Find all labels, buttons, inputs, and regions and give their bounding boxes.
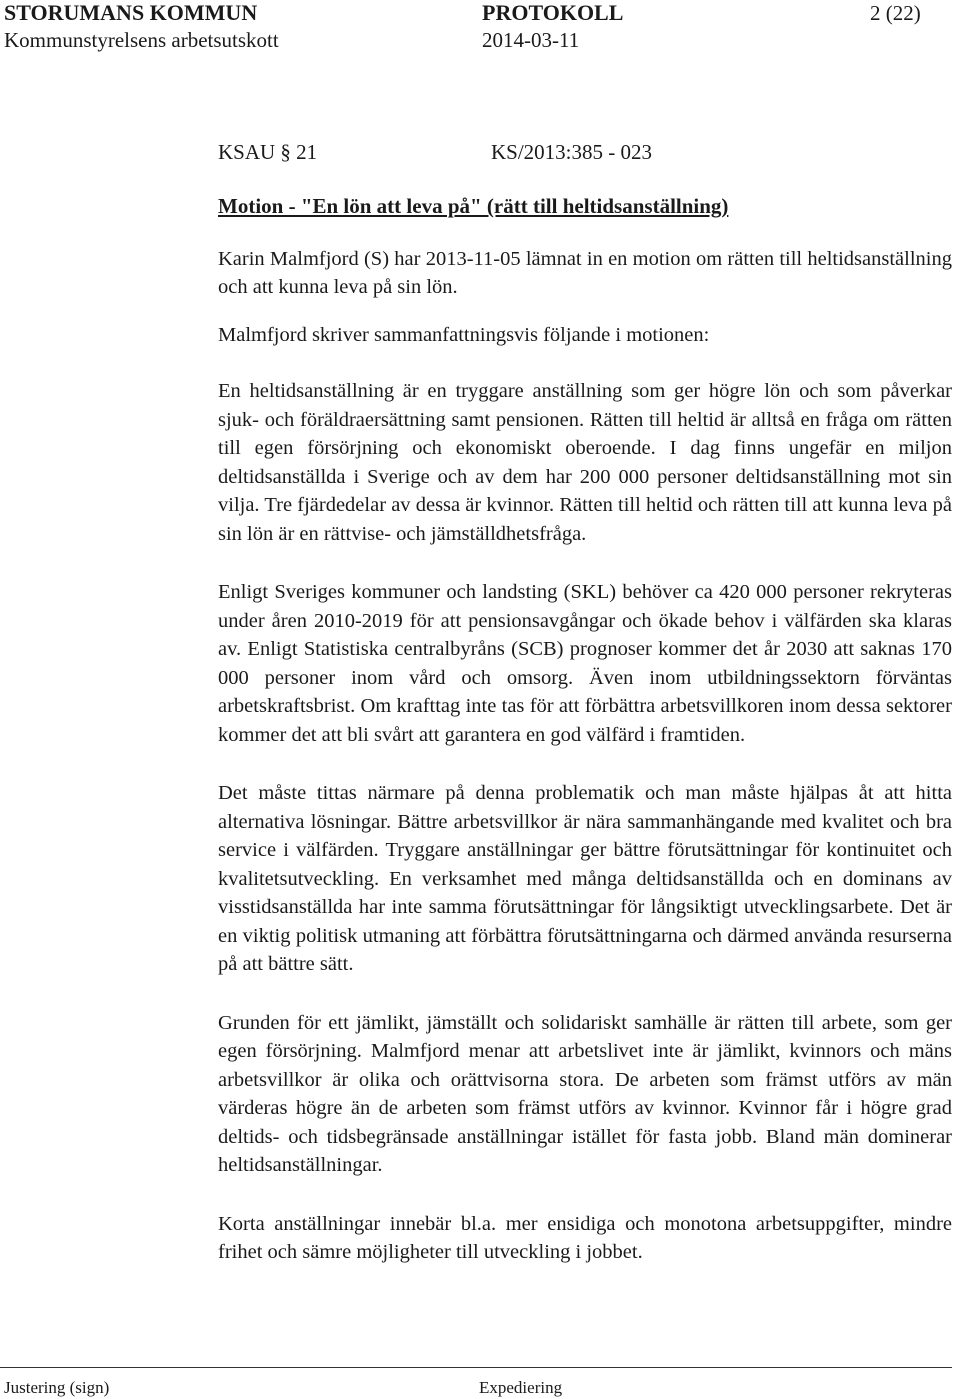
paragraph-heltid: En heltidsanställning är en tryggare anställning som ger högre lön och som påverkar sjuk- och föräldraersättning samt pensionen. Rätten till heltid är alltså en fråga om rätten till egen försörjning och ekonomiskt oberoende. I dag finns ungefär en miljon deltidsanställda i Sverige och av dem har 200 000 personer deltidsanställning mot sin vilja. Tre fjärdedelar av dessa är kvinnor. Rätten till heltid och rätten till att kunna leva på sin lön är en rättvise- och jämställdhetsfråga. bbox=[218, 380, 952, 545]
paragraph-intro: Karin Malmfjord (S) har 2013-11-05 lämnat in en motion om rätten till heltidsanställning och att kunna leva på sin lön. bbox=[218, 247, 952, 298]
meeting-date: 2014-03-11 bbox=[482, 28, 580, 52]
paragraph-summary-lead: Malmfjord skriver sammanfattningsvis följande i motionen: bbox=[218, 323, 710, 346]
case-title: Motion - "En lön att leva på" (rätt till heltidsanställning) bbox=[218, 194, 729, 218]
case-header bbox=[218, 138, 952, 166]
case-number: KSAU § 21 bbox=[218, 140, 318, 164]
paragraph-korta: Korta anställningar innebär bl.a. mer ensidiga och monotona arbetsuppgifter, mindre frihet och sämre möjligheter till utveckling i jobbet. bbox=[218, 1212, 952, 1263]
paragraph-jamlikt: Grunden för ett jämlikt, jämställt och solidariskt samhälle är rätten till arbete, som ger egen försörjning. Malmfjord menar att arbetslivet inte är jämlikt, kvinnors och mäns arbetsvillkor är olika och orättvisorna stora. De arbeten som främst utförs av män värderas högre än de arbeten som främst utförs av kvinnor. Kvinnor får i högre grad deltids- och tidsbegränsade anställningar istället för fasta jobb. Bland män dominerar heltidsanställningar. bbox=[218, 1011, 952, 1176]
paragraph-problematik: Det måste tittas närmare på denna problematik och man måste hjälpas åt att hitta alternativa lösningar. Bättre arbetsvillkor är nära sammanhängande med kvalitet och bra service i välfärden. Tryggare anställningar ger bättre förutsättningar för kontinuitet och kvalitetsutveckling. En verksamhet med många deltidsanställda och en dominans av visstidsanställda har inte samma förutsättningar för långsiktigt utvecklingsarbete. Det är en viktig politisk utmaning att förbättra förutsättningarna och därmed använda resurserna på att bättre sätt. bbox=[218, 782, 952, 975]
distribution-label: Expediering bbox=[479, 1378, 563, 1397]
protocol-body bbox=[218, 138, 952, 1267]
footer-divider bbox=[0, 1367, 952, 1368]
signature-label: Justering (sign) bbox=[4, 1378, 110, 1397]
case-reference: KS/2013:385 - 023 bbox=[491, 140, 653, 164]
paragraph-skl: Enligt Sveriges kommuner och landsting (SKL) behöver ca 420 000 personer rekryteras under åren 2010-2019 för att pensionsavgångar och ökade behov i välfärden ska klaras av. Enligt Statistiska centralbyråns (SCB) prognoser kommer det år 2030 att saknas 170 000 personer inom vård och omsorg. Även inom utbildningssektorn förväntas arbetskraftsbrist. Om krafttag inte tas för att förbättra arbetsvillkoren inom dessa sektorer kommer det att bli svårt att garantera en god välfärd i framtiden. bbox=[218, 581, 952, 746]
municipality-name: STORUMANS KOMMUN bbox=[4, 0, 258, 25]
page-number: 2 (22) bbox=[870, 1, 921, 25]
committee-name: Kommunstyrelsens arbetsutskott bbox=[4, 28, 279, 52]
document-type: PROTOKOLL bbox=[482, 0, 624, 25]
